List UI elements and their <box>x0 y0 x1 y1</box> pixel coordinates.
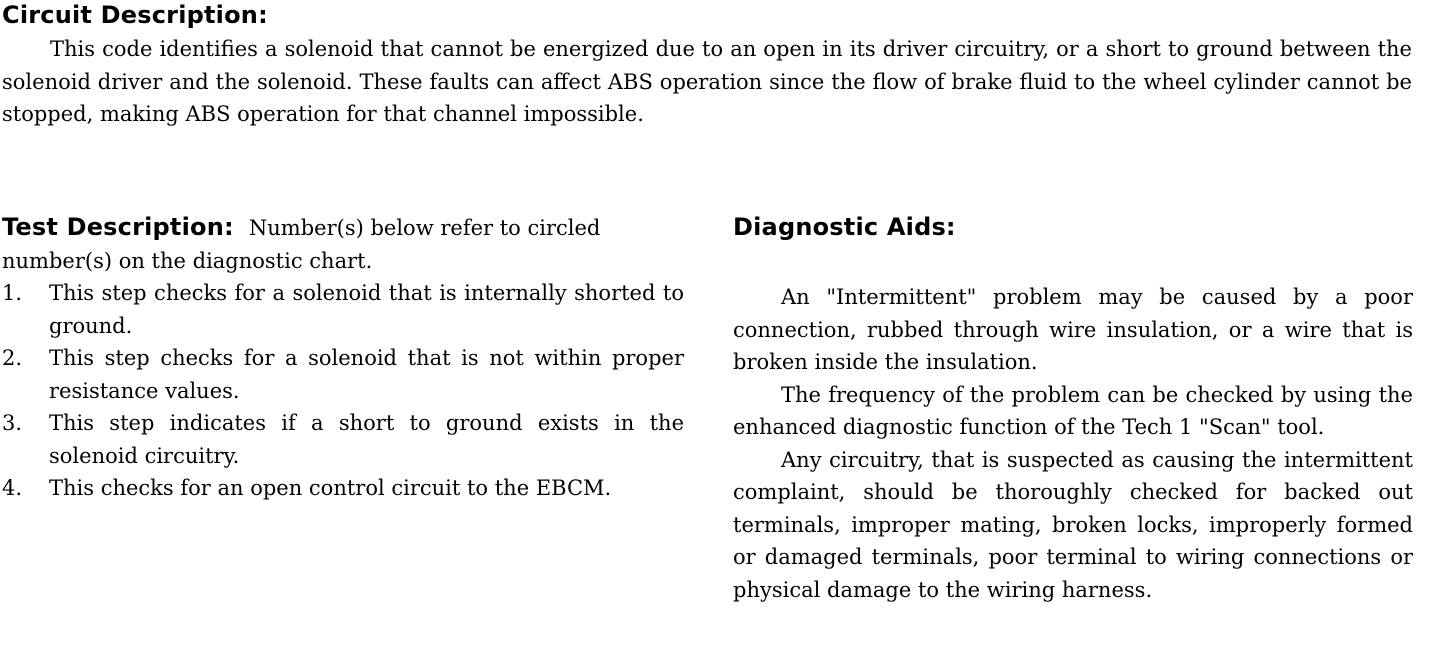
circuit-description-text: This code identifies a solenoid that cannot be energized due to an open in its driver circuitry, or a short to ground between the solenoid driver and the solenoid. These faults can affect ABS operation since the flow of brake fluid to the wheel cylinder cannot be stopped, making ABS operation for that channel impossible. <box>2 37 1412 126</box>
circuit-description-heading: Circuit Description: <box>2 1 268 29</box>
diagnostic-aids-section <box>733 212 1413 606</box>
test-step-number: 1. <box>2 281 23 305</box>
test-description-intro <box>2 212 684 277</box>
test-description-intro-text: Number(s) below refer to circled number(s) on the diagnostic chart. <box>2 216 601 273</box>
test-step-number: 2. <box>2 346 23 370</box>
diagnostic-aids-paragraph: Any circuitry, that is suspected as causing the intermittent complaint, should be thoroughly checked for backed out terminals, improper mating, broken locks, improperly formed or damaged terminals, poor terminal to wiring connections or physical damage to the wiring harness. <box>733 447 1413 602</box>
test-step <box>2 472 684 505</box>
test-step <box>2 277 684 342</box>
test-step-number: 3. <box>2 411 23 435</box>
test-step <box>2 342 684 407</box>
diagnostic-aids-body <box>733 281 1413 606</box>
test-description-heading: Test Description: <box>2 213 234 241</box>
test-step-text: This step checks for a solenoid that is internally shorted to ground. <box>49 281 684 338</box>
circuit-description-section <box>2 0 1412 131</box>
test-step-number: 4. <box>2 476 23 500</box>
test-description-section <box>2 212 684 505</box>
diagnostic-aids-heading: Diagnostic Aids: <box>733 213 956 241</box>
diagnostic-aids-paragraph: The frequency of the problem can be checked by using the enhanced diagnostic function of the Tech 1 "Scan" tool. <box>733 382 1413 439</box>
test-step-text: This step checks for a solenoid that is not within proper resistance values. <box>49 346 684 403</box>
test-step <box>2 407 684 472</box>
test-step-text: This step indicates if a short to ground exists in the solenoid circuitry. <box>49 411 684 468</box>
diagnostic-aids-paragraph: An "Intermittent" problem may be caused by a poor connection, rubbed through wire insulation, or a wire that is broken inside the insulation. <box>733 285 1413 374</box>
test-steps-list <box>2 277 684 505</box>
test-step-text: This checks for an open control circuit to the EBCM. <box>49 476 612 500</box>
